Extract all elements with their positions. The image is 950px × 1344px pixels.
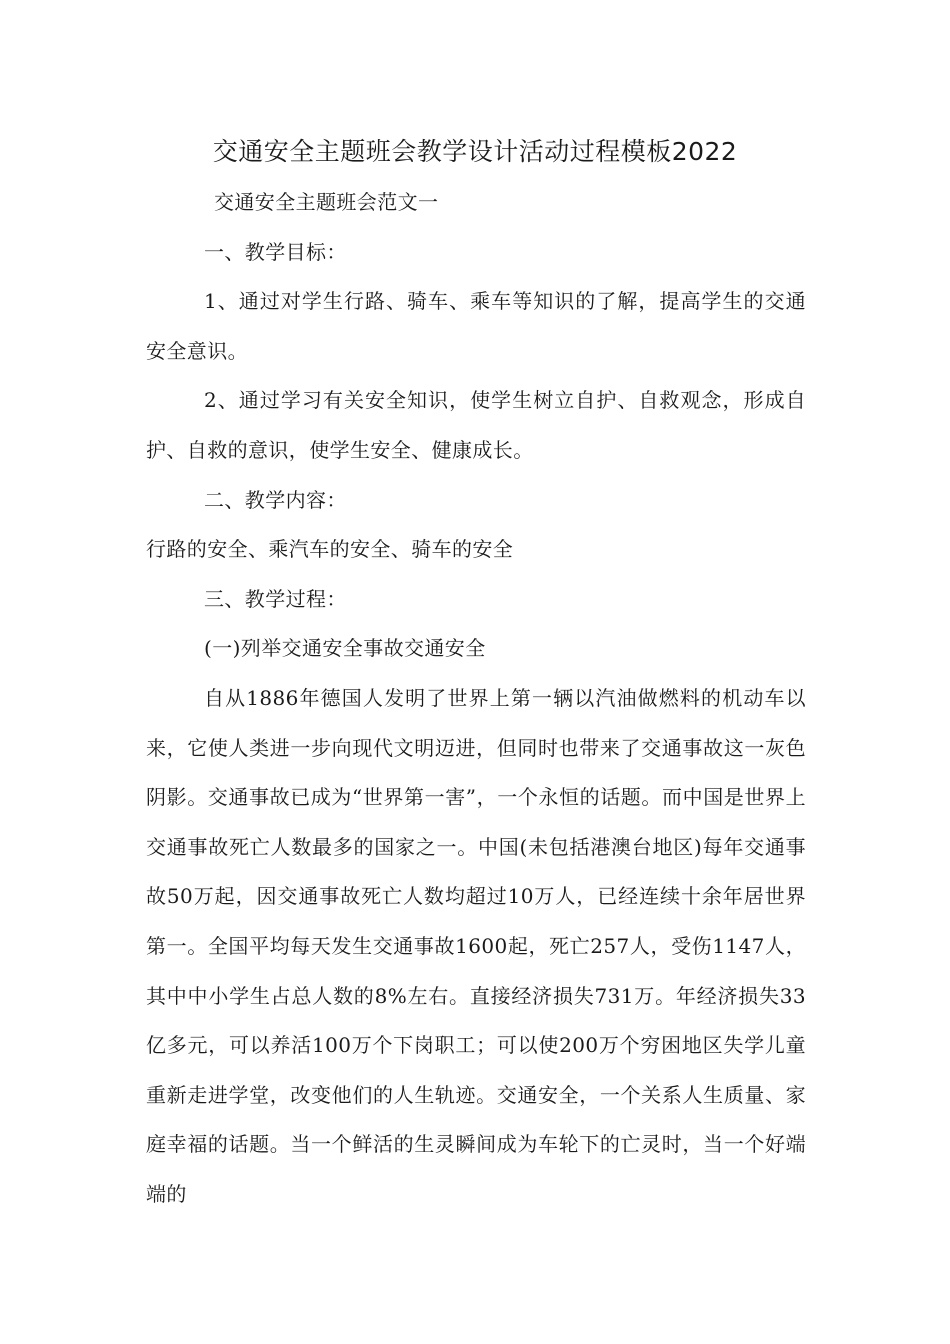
paragraph-objective-2: 2、通过学习有关安全知识，使学生树立自护、自救观念，形成自护、自救的意识，使学生安全、健康成长。 [146,388,806,462]
paragraph-heading-objectives: 一、教学目标： [204,239,347,264]
document-title: 交通安全主题班会教学设计活动过程模板2022 [212,137,738,166]
paragraph-subtitle: 交通安全主题班会范文一 [214,190,439,214]
paragraph-accident-text: 自从1886年德国人发明了世界上第一辆以汽油做燃料的机动车以来，它使人类进一步向现代文明迈进，但同时也带来了交通事故这一灰色阴影。交通事故已成为“世界第一害”，一个永恒的话题。而中国是世界上交通事故死亡人数最多的国家之一。中国(未包括港澳台地区)每年交通事故50万起，因交通事故死亡人数均超过10万人，已经连续十余年居世界第一。全国平均每天发生交通事故1600起，死亡257人，受伤1147人，其中中小学生占总人数的8%左右。直接经济损失731万。年经济损失33亿多元，可以养活100万个下岗职工；可以使200万个穷困地区失学儿童重新走进学堂，改变他们的人生轨迹。交通安全，一个关系人生质量、家庭幸福的话题。当一个鲜活的生灵瞬间成为车轮下的亡灵时，当一个好端端的 [146,685,806,1206]
paragraph-objective-1: 1、通过对学生行路、骑车、乘车等知识的了解，提高学生的交通安全意识。 [146,289,806,363]
paragraph-subheading-accidents: (一)列举交通安全事故交通安全 [204,636,486,661]
paragraph-heading-content: 二、教学内容： [204,487,347,512]
paragraph-content: 行路的安全、乘汽车的安全、骑车的安全 [146,537,514,562]
paragraph-heading-process: 三、教学过程： [204,586,347,611]
document-body [146,178,806,1219]
